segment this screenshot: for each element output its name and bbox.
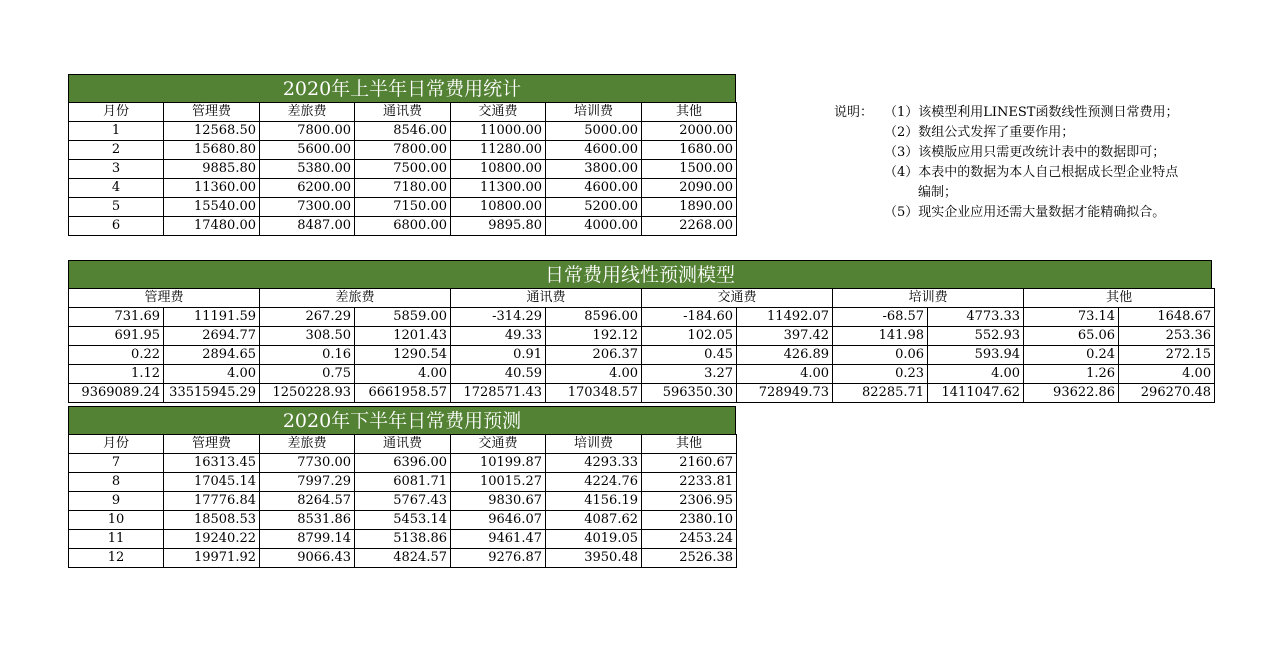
value-cell[interactable]: 1.26 bbox=[1024, 365, 1119, 384]
month-cell[interactable]: 12 bbox=[69, 549, 164, 568]
header-row bbox=[69, 435, 737, 454]
value-cell[interactable]: 296270.48 bbox=[1119, 384, 1215, 403]
value-cell[interactable]: 6200.00 bbox=[260, 179, 355, 198]
value-cell[interactable]: 4773.33 bbox=[928, 308, 1024, 327]
value-cell[interactable]: 596350.30 bbox=[642, 384, 737, 403]
month-cell[interactable]: 4 bbox=[69, 179, 164, 198]
value-cell[interactable]: 4.00 bbox=[737, 365, 833, 384]
table-row bbox=[69, 308, 1215, 327]
value-cell[interactable]: 192.12 bbox=[546, 327, 642, 346]
value-cell[interactable]: 5600.00 bbox=[260, 141, 355, 160]
value-cell[interactable]: 5453.14 bbox=[355, 511, 451, 530]
value-cell[interactable]: 3800.00 bbox=[546, 160, 642, 179]
value-cell[interactable]: 170348.57 bbox=[546, 384, 642, 403]
value-cell[interactable]: 17480.00 bbox=[164, 217, 260, 236]
value-cell[interactable]: 17776.84 bbox=[164, 492, 260, 511]
value-cell[interactable]: 1411047.62 bbox=[928, 384, 1024, 403]
month-cell[interactable]: 7 bbox=[69, 454, 164, 473]
value-cell[interactable]: 2160.67 bbox=[642, 454, 737, 473]
second-half-forecast-section bbox=[68, 406, 736, 568]
table-row bbox=[69, 454, 737, 473]
value-cell[interactable]: 2526.38 bbox=[642, 549, 737, 568]
table-row bbox=[69, 384, 1215, 403]
column-header[interactable]: 交通费 bbox=[451, 435, 546, 454]
month-cell[interactable]: 5 bbox=[69, 198, 164, 217]
value-cell[interactable]: 9895.80 bbox=[451, 217, 546, 236]
value-cell[interactable]: 1890.00 bbox=[642, 198, 737, 217]
value-cell[interactable]: 11191.59 bbox=[164, 308, 260, 327]
value-cell[interactable]: 4600.00 bbox=[546, 141, 642, 160]
value-cell[interactable]: 0.45 bbox=[642, 346, 737, 365]
model-title: 日常费用线性预测模型 bbox=[68, 260, 1212, 288]
value-cell[interactable]: 0.23 bbox=[833, 365, 928, 384]
forecast-title: 2020年下半年日常费用预测 bbox=[68, 406, 736, 434]
column-header[interactable]: 管理费 bbox=[164, 103, 260, 122]
value-cell[interactable]: 2000.00 bbox=[642, 122, 737, 141]
value-cell[interactable]: 5859.00 bbox=[355, 308, 451, 327]
column-header[interactable]: 通讯费 bbox=[451, 289, 642, 308]
value-cell[interactable]: 206.37 bbox=[546, 346, 642, 365]
first-half-title: 2020年上半年日常费用统计 bbox=[68, 74, 736, 102]
value-cell[interactable]: 10800.00 bbox=[451, 160, 546, 179]
month-cell[interactable]: 6 bbox=[69, 217, 164, 236]
value-cell[interactable]: 2090.00 bbox=[642, 179, 737, 198]
table-row bbox=[69, 492, 737, 511]
value-cell[interactable]: 1250228.93 bbox=[260, 384, 355, 403]
value-cell[interactable]: 2233.81 bbox=[642, 473, 737, 492]
value-cell[interactable]: 552.93 bbox=[928, 327, 1024, 346]
note-item: 编制； bbox=[918, 185, 958, 200]
value-cell[interactable]: 9276.87 bbox=[451, 549, 546, 568]
forecast-table bbox=[68, 434, 737, 568]
value-cell[interactable]: 49.33 bbox=[451, 327, 546, 346]
value-cell[interactable]: 9066.43 bbox=[260, 549, 355, 568]
table-row bbox=[69, 346, 1215, 365]
value-cell[interactable]: 0.06 bbox=[833, 346, 928, 365]
linear-model-section bbox=[68, 260, 1212, 403]
value-cell[interactable]: 8546.00 bbox=[355, 122, 451, 141]
value-cell[interactable]: 4.00 bbox=[164, 365, 260, 384]
first-half-table bbox=[68, 102, 737, 236]
column-header[interactable]: 培训费 bbox=[546, 103, 642, 122]
note-item: （3）该模版应用只需更改统计表中的数据即可； bbox=[884, 145, 1166, 160]
value-cell[interactable]: 15680.80 bbox=[164, 141, 260, 160]
value-cell[interactable]: 8596.00 bbox=[546, 308, 642, 327]
first-half-stats-section bbox=[68, 74, 736, 236]
value-cell[interactable]: 9369089.24 bbox=[69, 384, 164, 403]
column-header[interactable]: 通讯费 bbox=[355, 435, 451, 454]
value-cell[interactable]: 8487.00 bbox=[260, 217, 355, 236]
table-row bbox=[69, 473, 737, 492]
value-cell[interactable]: 2453.24 bbox=[642, 530, 737, 549]
column-header[interactable]: 差旅费 bbox=[260, 289, 451, 308]
value-cell[interactable]: 5200.00 bbox=[546, 198, 642, 217]
value-cell[interactable]: 2306.95 bbox=[642, 492, 737, 511]
value-cell[interactable]: 11000.00 bbox=[451, 122, 546, 141]
value-cell[interactable]: 4019.05 bbox=[546, 530, 642, 549]
value-cell[interactable]: 17045.14 bbox=[164, 473, 260, 492]
value-cell[interactable]: 691.95 bbox=[69, 327, 164, 346]
value-cell[interactable]: 4156.19 bbox=[546, 492, 642, 511]
value-cell[interactable]: 1201.43 bbox=[355, 327, 451, 346]
column-header[interactable]: 差旅费 bbox=[260, 103, 355, 122]
value-cell[interactable]: 5000.00 bbox=[546, 122, 642, 141]
value-cell[interactable]: 9830.67 bbox=[451, 492, 546, 511]
value-cell[interactable]: 7997.29 bbox=[260, 473, 355, 492]
value-cell[interactable]: -184.60 bbox=[642, 308, 737, 327]
value-cell[interactable]: 4224.76 bbox=[546, 473, 642, 492]
value-cell[interactable]: 10800.00 bbox=[451, 198, 546, 217]
table-row bbox=[69, 511, 737, 530]
notes-label: 说明： bbox=[834, 105, 874, 120]
value-cell[interactable]: 11492.07 bbox=[737, 308, 833, 327]
column-header[interactable]: 管理费 bbox=[164, 435, 260, 454]
month-cell[interactable]: 3 bbox=[69, 160, 164, 179]
value-cell[interactable]: 141.98 bbox=[833, 327, 928, 346]
note-item: （5）现实企业应用还需大量数据才能精确拟合。 bbox=[884, 205, 1166, 220]
table-row bbox=[69, 141, 737, 160]
value-cell[interactable]: 272.15 bbox=[1119, 346, 1215, 365]
value-cell[interactable]: 8264.57 bbox=[260, 492, 355, 511]
month-cell[interactable]: 11 bbox=[69, 530, 164, 549]
column-header[interactable]: 其他 bbox=[642, 435, 737, 454]
value-cell[interactable]: 6081.71 bbox=[355, 473, 451, 492]
header-row bbox=[69, 289, 1215, 308]
value-cell[interactable]: 10015.27 bbox=[451, 473, 546, 492]
note-item: （2）数组公式发挥了重要作用； bbox=[884, 125, 1075, 140]
value-cell[interactable]: 4.00 bbox=[1119, 365, 1215, 384]
table-row bbox=[69, 217, 737, 236]
column-header[interactable]: 月份 bbox=[69, 103, 164, 122]
value-cell[interactable]: 5767.43 bbox=[355, 492, 451, 511]
value-cell[interactable]: 5138.86 bbox=[355, 530, 451, 549]
value-cell[interactable]: 4293.33 bbox=[546, 454, 642, 473]
value-cell[interactable]: 40.59 bbox=[451, 365, 546, 384]
value-cell[interactable]: 7800.00 bbox=[260, 122, 355, 141]
value-cell[interactable]: 9461.47 bbox=[451, 530, 546, 549]
value-cell[interactable]: 11300.00 bbox=[451, 179, 546, 198]
value-cell[interactable]: 11360.00 bbox=[164, 179, 260, 198]
value-cell[interactable]: 0.75 bbox=[260, 365, 355, 384]
value-cell[interactable]: 7500.00 bbox=[355, 160, 451, 179]
value-cell[interactable]: 73.14 bbox=[1024, 308, 1119, 327]
value-cell[interactable]: 7180.00 bbox=[355, 179, 451, 198]
value-cell[interactable]: 426.89 bbox=[737, 346, 833, 365]
value-cell[interactable]: 4824.57 bbox=[355, 549, 451, 568]
note-item bbox=[834, 103, 1274, 123]
value-cell[interactable]: 6800.00 bbox=[355, 217, 451, 236]
table-row bbox=[69, 160, 737, 179]
value-cell[interactable]: 11280.00 bbox=[451, 141, 546, 160]
month-cell[interactable]: 10 bbox=[69, 511, 164, 530]
value-cell[interactable]: 15540.00 bbox=[164, 198, 260, 217]
value-cell[interactable]: 0.24 bbox=[1024, 346, 1119, 365]
value-cell[interactable]: 1680.00 bbox=[642, 141, 737, 160]
value-cell[interactable]: 593.94 bbox=[928, 346, 1024, 365]
value-cell[interactable]: 1.12 bbox=[69, 365, 164, 384]
column-header[interactable]: 培训费 bbox=[546, 435, 642, 454]
column-header[interactable]: 其他 bbox=[1024, 289, 1215, 308]
value-cell[interactable]: 9646.07 bbox=[451, 511, 546, 530]
value-cell[interactable]: 5380.00 bbox=[260, 160, 355, 179]
value-cell[interactable]: 82285.71 bbox=[833, 384, 928, 403]
value-cell[interactable]: 8531.86 bbox=[260, 511, 355, 530]
value-cell[interactable]: 1728571.43 bbox=[451, 384, 546, 403]
value-cell[interactable]: 0.16 bbox=[260, 346, 355, 365]
value-cell[interactable]: 7150.00 bbox=[355, 198, 451, 217]
value-cell[interactable]: 4.00 bbox=[355, 365, 451, 384]
value-cell[interactable]: 3950.48 bbox=[546, 549, 642, 568]
value-cell[interactable]: 7730.00 bbox=[260, 454, 355, 473]
value-cell[interactable]: 0.22 bbox=[69, 346, 164, 365]
value-cell[interactable]: 1290.54 bbox=[355, 346, 451, 365]
value-cell[interactable]: 2380.10 bbox=[642, 511, 737, 530]
month-cell[interactable]: 9 bbox=[69, 492, 164, 511]
value-cell[interactable]: 102.05 bbox=[642, 327, 737, 346]
table-row bbox=[69, 122, 737, 141]
value-cell[interactable]: 8799.14 bbox=[260, 530, 355, 549]
value-cell[interactable]: 728949.73 bbox=[737, 384, 833, 403]
value-cell[interactable]: 731.69 bbox=[69, 308, 164, 327]
note-text: （1）该模型利用LINEST函数线性预测日常费用； bbox=[884, 105, 1179, 120]
value-cell[interactable]: 267.29 bbox=[260, 308, 355, 327]
header-row bbox=[69, 103, 737, 122]
value-cell[interactable]: 308.50 bbox=[260, 327, 355, 346]
value-cell[interactable]: 4000.00 bbox=[546, 217, 642, 236]
value-cell[interactable]: 6396.00 bbox=[355, 454, 451, 473]
column-header[interactable]: 月份 bbox=[69, 435, 164, 454]
column-header[interactable]: 通讯费 bbox=[355, 103, 451, 122]
value-cell[interactable]: 12568.50 bbox=[164, 122, 260, 141]
value-cell[interactable]: 93622.86 bbox=[1024, 384, 1119, 403]
value-cell[interactable]: 4087.62 bbox=[546, 511, 642, 530]
value-cell[interactable]: 0.91 bbox=[451, 346, 546, 365]
value-cell[interactable]: 65.06 bbox=[1024, 327, 1119, 346]
column-header[interactable]: 管理费 bbox=[69, 289, 260, 308]
column-header[interactable]: 其他 bbox=[642, 103, 737, 122]
value-cell[interactable]: 2694.77 bbox=[164, 327, 260, 346]
month-cell[interactable]: 2 bbox=[69, 141, 164, 160]
note-item: （4）本表中的数据为本人自己根据成长型企业特点 bbox=[884, 165, 1179, 180]
value-cell[interactable]: 253.36 bbox=[1119, 327, 1215, 346]
column-header[interactable]: 培训费 bbox=[833, 289, 1024, 308]
value-cell[interactable]: 6661958.57 bbox=[355, 384, 451, 403]
value-cell[interactable]: 19971.92 bbox=[164, 549, 260, 568]
value-cell[interactable]: 1500.00 bbox=[642, 160, 737, 179]
value-cell[interactable]: 1648.67 bbox=[1119, 308, 1215, 327]
table-row bbox=[69, 530, 737, 549]
value-cell[interactable]: 4.00 bbox=[928, 365, 1024, 384]
model-table bbox=[68, 288, 1215, 403]
value-cell[interactable]: 10199.87 bbox=[451, 454, 546, 473]
notes-panel bbox=[834, 103, 1274, 223]
value-cell[interactable]: -68.57 bbox=[833, 308, 928, 327]
value-cell[interactable]: 33515945.29 bbox=[164, 384, 260, 403]
value-cell[interactable]: 3.27 bbox=[642, 365, 737, 384]
column-header[interactable]: 差旅费 bbox=[260, 435, 355, 454]
value-cell[interactable]: 18508.53 bbox=[164, 511, 260, 530]
table-row bbox=[69, 327, 1215, 346]
value-cell[interactable]: 397.42 bbox=[737, 327, 833, 346]
value-cell[interactable]: 19240.22 bbox=[164, 530, 260, 549]
value-cell[interactable]: 9885.80 bbox=[164, 160, 260, 179]
value-cell[interactable]: 4.00 bbox=[546, 365, 642, 384]
table-row bbox=[69, 179, 737, 198]
value-cell[interactable]: 7300.00 bbox=[260, 198, 355, 217]
table-row bbox=[69, 365, 1215, 384]
value-cell[interactable]: -314.29 bbox=[451, 308, 546, 327]
column-header[interactable]: 交通费 bbox=[451, 103, 546, 122]
value-cell[interactable]: 2268.00 bbox=[642, 217, 737, 236]
value-cell[interactable]: 7800.00 bbox=[355, 141, 451, 160]
value-cell[interactable]: 2894.65 bbox=[164, 346, 260, 365]
value-cell[interactable]: 16313.45 bbox=[164, 454, 260, 473]
column-header[interactable]: 交通费 bbox=[642, 289, 833, 308]
month-cell[interactable]: 1 bbox=[69, 122, 164, 141]
table-row bbox=[69, 549, 737, 568]
table-row bbox=[69, 198, 737, 217]
month-cell[interactable]: 8 bbox=[69, 473, 164, 492]
value-cell[interactable]: 4600.00 bbox=[546, 179, 642, 198]
